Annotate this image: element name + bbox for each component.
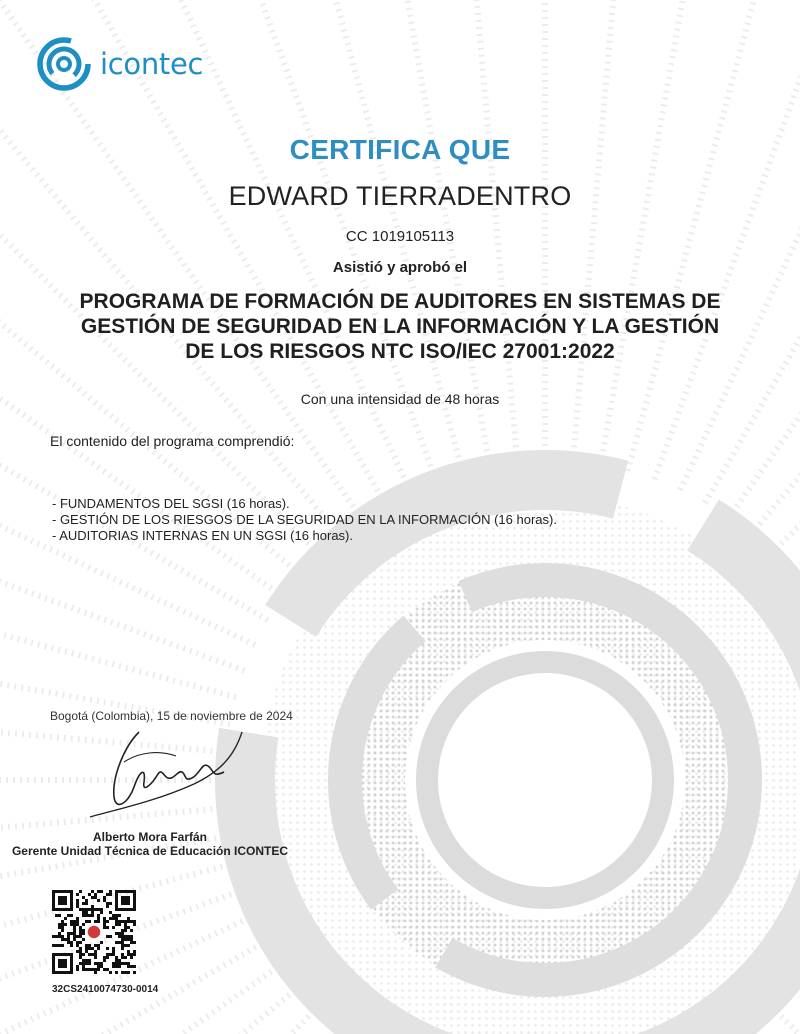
module-item: - AUDITORIAS INTERNAS EN UN SGSI (16 horas). — [52, 528, 353, 543]
signature-image — [84, 722, 254, 827]
signer-title: Gerente Unidad Técnica de Educación ICONTEC — [11, 844, 289, 858]
signer-name: Alberto Mora Farfán — [92, 830, 207, 844]
program-title-line: DE LOS RIESGOS NTC ISO/IEC 27001:2022 — [185, 340, 615, 363]
program-title-line: PROGRAMA DE FORMACIÓN DE AUDITORES EN SISTEMAS DE — [79, 290, 721, 313]
recipient-name: EDWARD TIERRADENTRO — [228, 181, 572, 211]
logo-text: icontec — [100, 47, 204, 81]
recipient-id: CC 1019105113 — [345, 228, 455, 245]
certificate-heading: CERTIFICA QUE — [289, 134, 511, 165]
signer-block — [0, 830, 300, 858]
brand-logo — [36, 36, 203, 92]
module-list — [52, 496, 557, 544]
program-title — [40, 289, 760, 364]
attended-text: Asistió y aprobó el — [332, 259, 468, 276]
qr-code — [52, 890, 136, 974]
module-item: - GESTIÓN DE LOS RIESGOS DE LA SEGURIDAD EN LA INFORMACIÓN (16 horas). — [52, 512, 557, 527]
content-intro: El contenido del programa comprendió: — [50, 433, 295, 449]
place-date: Bogotá (Colombia), 15 de noviembre de 2024 — [50, 709, 293, 723]
program-title-line: GESTIÓN DE SEGURIDAD EN LA INFORMACIÓN Y LA GESTIÓN — [80, 315, 720, 338]
module-item: - FUNDAMENTOS DEL SGSI (16 horas). — [52, 496, 290, 511]
intensity-text: Con una intensidad de 48 horas — [300, 391, 500, 407]
certificate-code: 32CS2410074730-0014 — [52, 984, 159, 995]
icontec-logo-icon — [36, 36, 92, 92]
qr-center-badge-icon — [87, 925, 101, 939]
